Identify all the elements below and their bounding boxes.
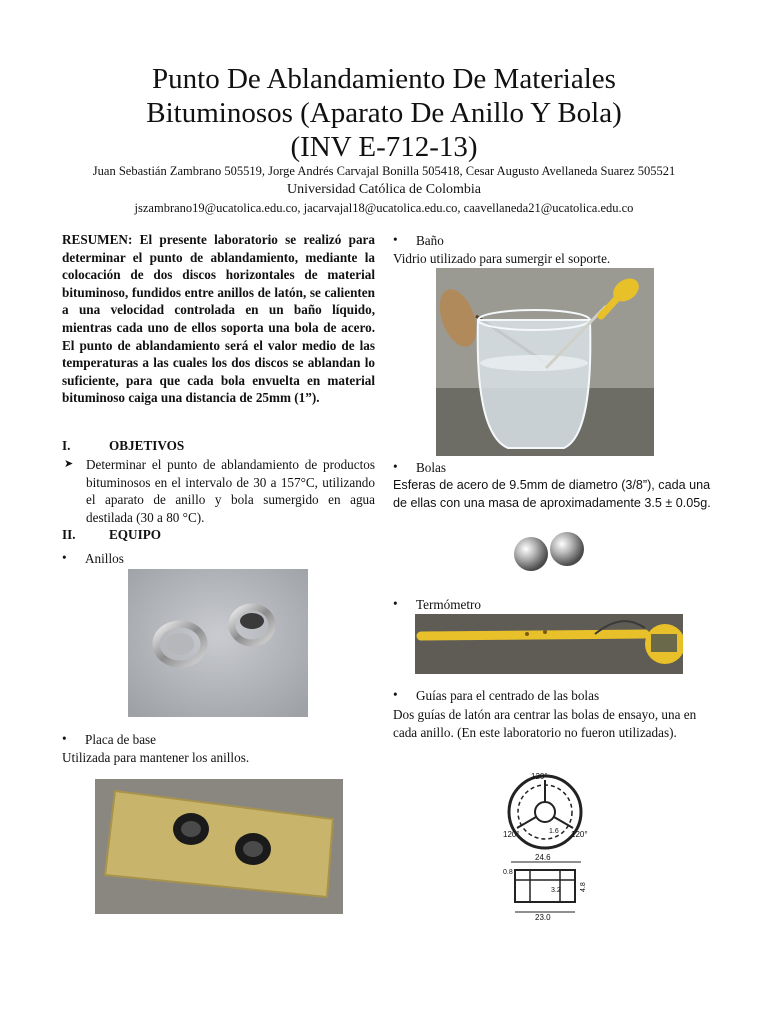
rings-photo [128, 569, 308, 717]
guias-description: Dos guías de latón ara centrar las bolas de ensayo, una en cada anillo. (En este laboratorio no fueron utilizadas). [393, 707, 697, 740]
section-title: EQUIPO [109, 527, 162, 542]
objective-item [62, 456, 375, 526]
authors: Juan Sebastián Zambrano 505519, Jorge Andrés Carvajal Bonilla 505418, Cesar Augusto Avellaneda Suarez 505521 [92, 164, 676, 178]
bullet-termometro: • Termómetro [393, 596, 481, 612]
page-title [0, 62, 768, 164]
thermometer-photo [415, 614, 683, 674]
dim-width-label: 24.6 [535, 853, 551, 862]
base-plate-photo [95, 779, 343, 914]
angle-top-label: 120° [531, 772, 548, 781]
dim-08-label: 0.8 [503, 869, 513, 876]
bullet-icon: • [393, 459, 398, 474]
steel-balls-photo [508, 528, 588, 576]
bullet-guias: • Guías para el centrado de las bolas [393, 687, 600, 703]
section-title: OBJETIVOS [109, 438, 185, 453]
arrow-bullet-icon: ➤ [64, 458, 74, 470]
title-line-3: (INV E-712-13) [290, 131, 478, 163]
bullet-placa: • Placa de base [62, 731, 157, 747]
bullet-icon: • [393, 232, 398, 247]
title-line-1: Punto De Ablandamiento De Materiales [152, 63, 616, 95]
bullet-icon: • [62, 731, 67, 746]
section-number: I. [62, 438, 71, 453]
section-equipo [62, 527, 161, 543]
bano-description: Vidrio utilizado para sumergir el soporte. [393, 251, 611, 266]
dim-small-label: 1.6 [549, 828, 559, 835]
bullet-icon: • [62, 550, 67, 565]
university: Universidad Católica de Colombia [286, 182, 481, 197]
angle-right-label: 120° [571, 830, 588, 839]
abstract: RESUMEN: El presente laboratorio se realizó para determinar el punto de ablandamiento, mediante la colocación de dos discos horizontales de material bituminoso, fundidos entre anillos de latón, se calienten a una velocidad controlada en un baño líquido, mientras cada uno de ellos soporta una bola de acero. El punto de ablandamiento será el valor medio de las temperaturas a las cuales los dos discos se ablandan lo suficiente, para que cada bola envuelta en material bituminoso caiga una distancia de 25mm (1”). [62, 232, 375, 406]
beaker-photo [436, 268, 654, 456]
section-objetivos [62, 438, 184, 454]
bullet-bano: • Baño [393, 232, 444, 248]
bolas-description: Esferas de acero de 9.5mm de diametro (3/8”), cada una de ellas con una masa de aproximadamente 3.5 ± 0.05g. [393, 478, 711, 510]
bullet-bolas: • Bolas [393, 459, 447, 475]
dim-32-label: 3.2 [551, 887, 561, 894]
dim-side-label: 4.8 [580, 882, 587, 892]
section-number: II. [62, 527, 76, 542]
bullet-icon: • [393, 687, 398, 702]
title-line-2: Bituminosos (Aparato De Anillo Y Bola) [146, 97, 622, 129]
emails: jszambrano19@ucatolica.edu.co, jacarvajal18@ucatolica.edu.co, caavellaneda21@ucatolica.edu.co [134, 201, 634, 215]
placa-description: Utilizada para mantener los anillos. [62, 750, 250, 765]
angle-left-label: 120° [503, 830, 520, 839]
ball-guide-diagram [485, 770, 607, 922]
bullet-icon: • [393, 596, 398, 611]
bullet-anillos: • Anillos [62, 550, 124, 566]
dim-base-label: 23.0 [535, 913, 551, 922]
objective-text: Determinar el punto de ablandamiento de productos bituminosos en el intervalo de 30 a 157°C, utilizando el aparato de anillo y bola sumergido en agua destilada (30 a 80 °C). [86, 457, 375, 525]
